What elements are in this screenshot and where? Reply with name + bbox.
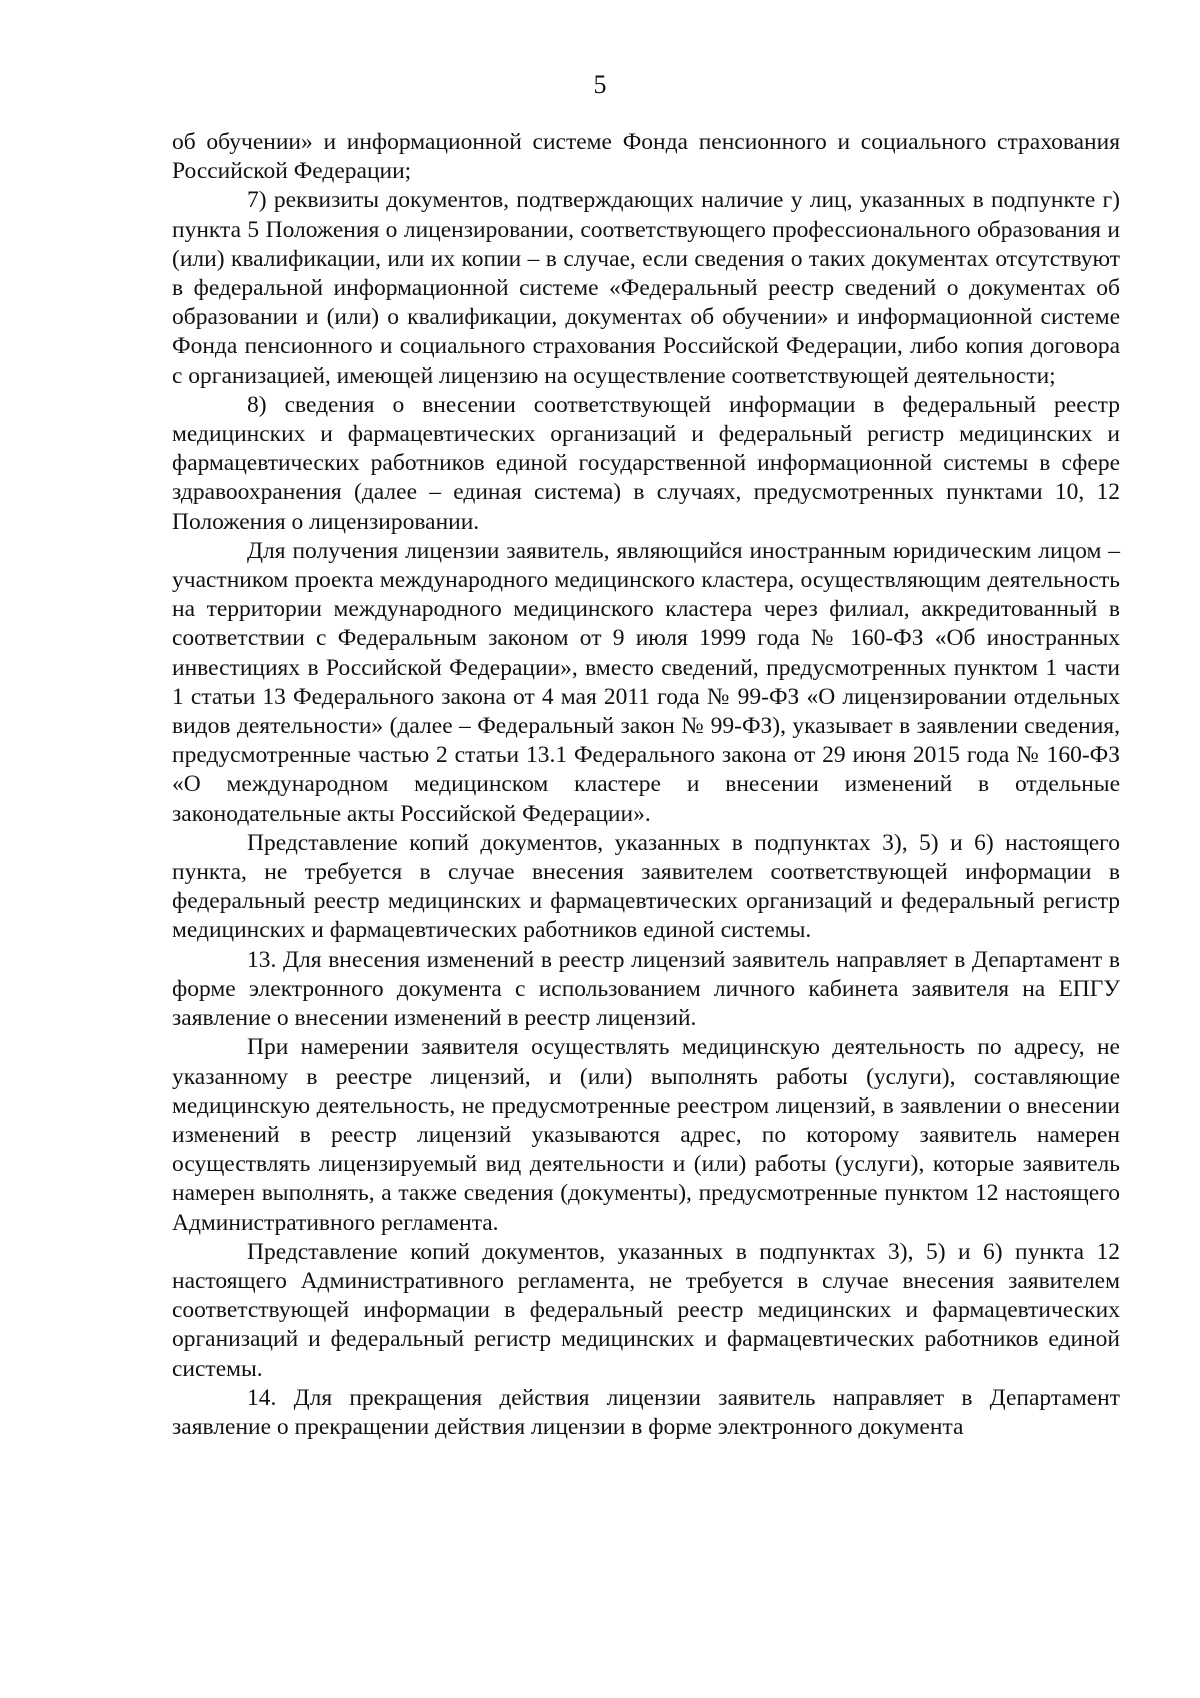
paragraph-item-8: 8) сведения о внесении соответствующей информации в федеральный реестр медицинских и фармацевтических организаций и федеральный регистр медицинских и фармацевтических работников единой государственной информационной системы в сфере здравоохранения (далее – единая система) в случаях, предусмотренных пунктами 10, 12 Положения о лицензировании. xyxy=(172,391,1120,535)
paragraph-section-13: 13. Для внесения изменений в реестр лицензий заявитель направляет в Департамент в форме электронного документа с использованием личного кабинета заявителя на ЕПГУ заявление о внесении изменений в реестр лицензий. xyxy=(172,946,1120,1032)
page-number: 5 xyxy=(593,70,607,99)
paragraph-copies-section-12: Представление копий документов, указанных в подпунктах 3), 5) и 6) пункта 12 настоящего Административного регламента, не требуется в случае внесения заявителем соответствующей информации в федеральный реестр медицинских и фармацевтических организаций и федеральный регистр медицинских и фармацевтических работников единой системы. xyxy=(172,1238,1120,1382)
paragraph-section-14: 14. Для прекращения действия лицензии заявитель направляет в Департамент заявление о прекращении действия лицензии в форме электронного документа xyxy=(172,1384,1120,1440)
paragraph-continuation: об обучении» и информационной системе Фонда пенсионного и социального страхования Российской Федерации; xyxy=(172,129,1120,185)
paragraph-copies-not-required: Представление копий документов, указанных в подпунктах 3), 5) и 6) настоящего пункта, не требуется в случае внесения заявителем соответствующей информации в федеральный реестр медицинских и фармацевтических организаций и федеральный регистр медицинских и фармацевтических работников единой системы. xyxy=(172,829,1120,944)
paragraph-address-change: При намерении заявителя осуществлять медицинскую деятельность по адресу, не указанному в реестре лицензий, и (или) выполнять работы (услуги), составляющие медицинскую деятельность, не предусмотренные реестром лицензий, в заявлении о внесении изменений в реестр лицензий указываются адрес, по которому заявитель намерен осуществлять лицензируемый вид деятельности и (или) работы (услуги), которые заявитель намерен выполнять, а также сведения (документы), предусмотренные пунктом 12 настоящего Административного регламента. xyxy=(172,1034,1120,1236)
paragraph-item-7: 7) реквизиты документов, подтверждающих наличие у лиц, указанных в подпункте г) пункта 5 Положения о лицензировании, соответствующего профессионального образования и (или) квалификации, или их копии – в случае, если сведения о таких документах отсутствуют в федеральной информационной системе «Федеральный реестр сведений о документах об образовании и (или) о квалификации, документах об обучении» и информационной системе Фонда пенсионного и социального страхования Российской Федерации, либо копия договора с организацией, имеющей лицензию на осуществление соответствующей деятельности; xyxy=(172,187,1120,389)
document-body xyxy=(172,128,1120,1442)
paragraph-foreign-entity: Для получения лицензии заявитель, являющийся иностранным юридическим лицом – участником проекта международного медицинского кластера, осуществляющим деятельность на территории международного медицинского кластера через филиал, аккредитованный в соответствии с Федеральным законом от 9 июля 1999 года № 160-ФЗ «Об иностранных инвестициях в Российской Федерации», вместо сведений, предусмотренных пунктом 1 части 1 статьи 13 Федерального закона от 4 мая 2011 года № 99-ФЗ «О лицензировании отдельных видов деятельности» (далее – Федеральный закон № 99-ФЗ), указывает в заявлении сведения, предусмотренные частью 2 статьи 13.1 Федерального закона от 29 июня 2015 года № 160-ФЗ «О международном медицинском кластере и внесении изменений в отдельные законодательные акты Российской Федерации». xyxy=(172,537,1120,827)
